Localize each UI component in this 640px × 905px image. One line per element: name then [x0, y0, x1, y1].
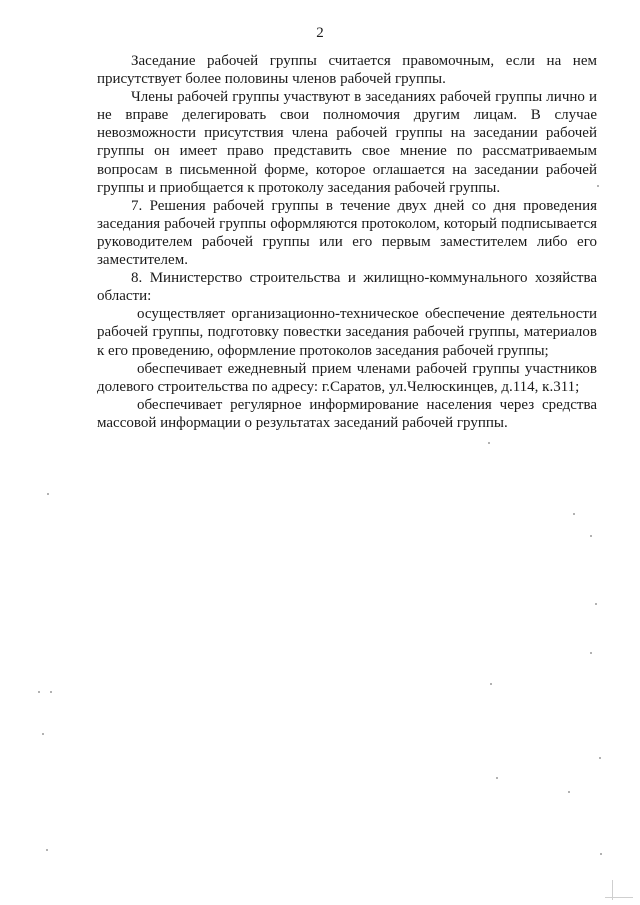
paragraph-personal-participation: Члены рабочей группы участвуют в заседаниях рабочей группы лично и не вправе делегировать свои полномочия другим лицам. В случае невозможности присутствия члена рабочей группы на заседании рабочей группы он имеет право представить свое мнение по рассматриваемым вопросам в письменной форме, которое оглашается на заседании рабочей группы и приобщается к протоколу заседания рабочей группы. [97, 89, 597, 196]
paragraph-8-ministry: 8. Министерство строительства и жилищно-коммунального хозяйства области: [97, 270, 597, 305]
paragraph-quorum: Заседание рабочей группы считается правомочным, если на нем присутствует более половины членов рабочей группы. [97, 53, 597, 88]
scan-speck [599, 757, 601, 759]
scan-speck [47, 493, 49, 495]
scan-speck [490, 683, 492, 685]
scan-speck [600, 853, 602, 855]
scan-speck [573, 513, 575, 515]
paragraph-7-decisions: 7. Решения рабочей группы в течение двух дней со дня проведения заседания рабочей группы оформляются протоколом, который подписывается руководителем рабочей группы или его первым заместителем либо его заместителем. [97, 197, 597, 269]
scan-speck [496, 777, 498, 779]
scan-speck [590, 535, 592, 537]
scan-edge-mark [605, 897, 633, 898]
scan-speck [568, 791, 570, 793]
scan-speck [488, 442, 490, 444]
scan-speck [46, 849, 48, 851]
scan-speck [38, 691, 40, 693]
document-body [97, 52, 597, 432]
scan-speck [590, 652, 592, 654]
scan-speck [42, 733, 44, 735]
paragraph-media-information: обеспечивает регулярное информирование населения через средства массовой информации о результатах заседаний рабочей группы. [97, 396, 597, 431]
page-number: 2 [316, 25, 324, 41]
scan-speck [595, 603, 597, 605]
scan-speck [597, 185, 599, 187]
paragraph-daily-reception: обеспечивает ежедневный прием членами рабочей группы участников долевого строительства по адресу: г.Саратов, ул.Челюскинцев, д.114, к.311; [97, 360, 597, 395]
paragraph-organizational-support: осуществляет организационно-техническое обеспечение деятельности рабочей группы, подготовку повестки заседания рабочей группы, материалов к его проведению, оформление протоколов заседания рабочей группы; [97, 306, 597, 359]
scan-speck [50, 691, 52, 693]
